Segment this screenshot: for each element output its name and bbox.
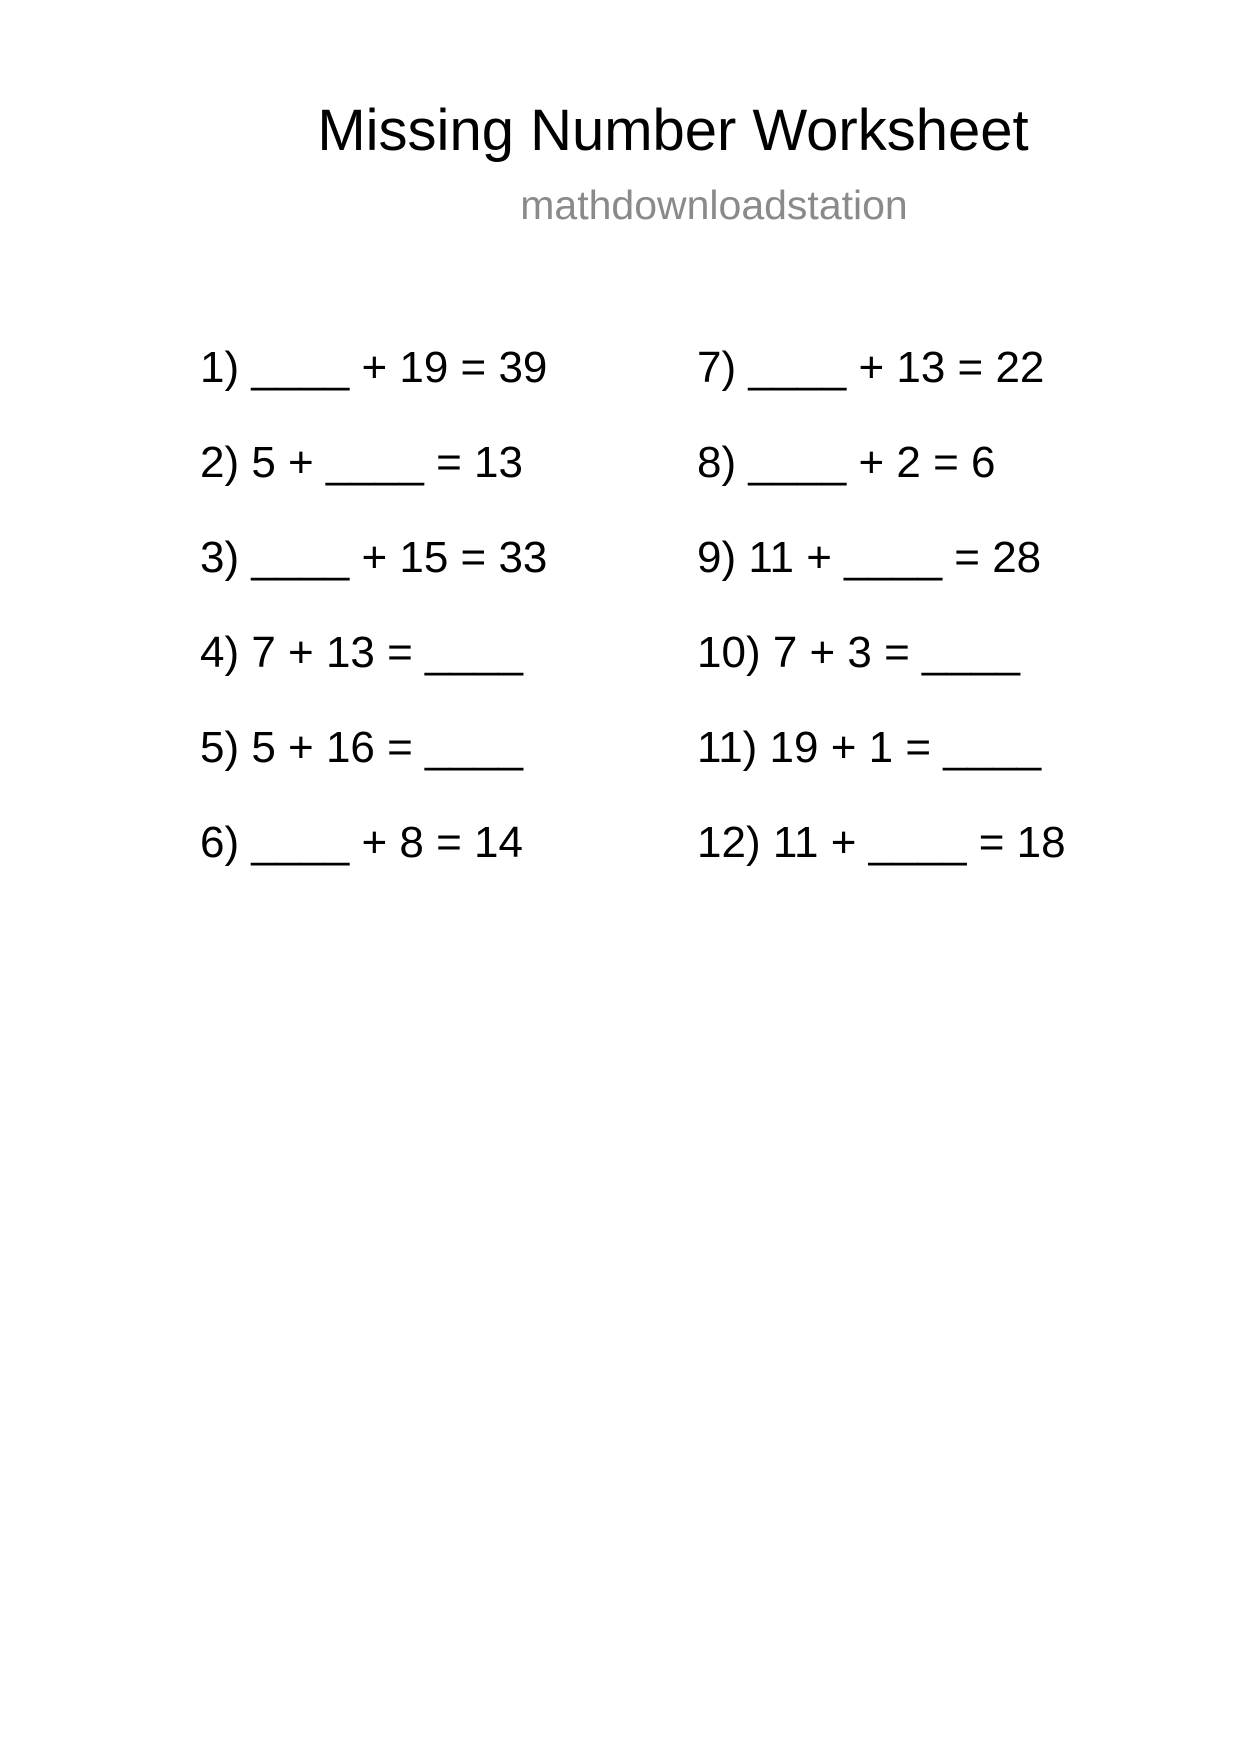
problem-12: 12) 11 + ____ = 18 — [697, 818, 1066, 867]
problems-column-left — [200, 342, 547, 912]
problems-column-right — [697, 342, 1066, 912]
problem-1: 1) ____ + 19 = 39 — [200, 343, 548, 392]
problem-2: 2) 5 + ____ = 13 — [200, 438, 523, 487]
worksheet-subtitle: mathdownloadstation — [520, 182, 908, 228]
worksheet-title: Missing Number Worksheet — [317, 98, 1029, 163]
problem-9: 9) 11 + ____ = 28 — [697, 533, 1042, 582]
problem-6: 6) ____ + 8 = 14 — [200, 818, 523, 867]
problem-8: 8) ____ + 2 = 6 — [697, 438, 996, 487]
problem-10: 10) 7 + 3 = ____ — [697, 628, 1020, 677]
problem-11: 11) 19 + 1 = ____ — [697, 723, 1042, 772]
problem-5: 5) 5 + 16 = ____ — [200, 723, 523, 772]
problem-4: 4) 7 + 13 = ____ — [200, 628, 523, 677]
problem-7: 7) ____ + 13 = 22 — [697, 343, 1045, 392]
problem-3: 3) ____ + 15 = 33 — [200, 533, 548, 582]
